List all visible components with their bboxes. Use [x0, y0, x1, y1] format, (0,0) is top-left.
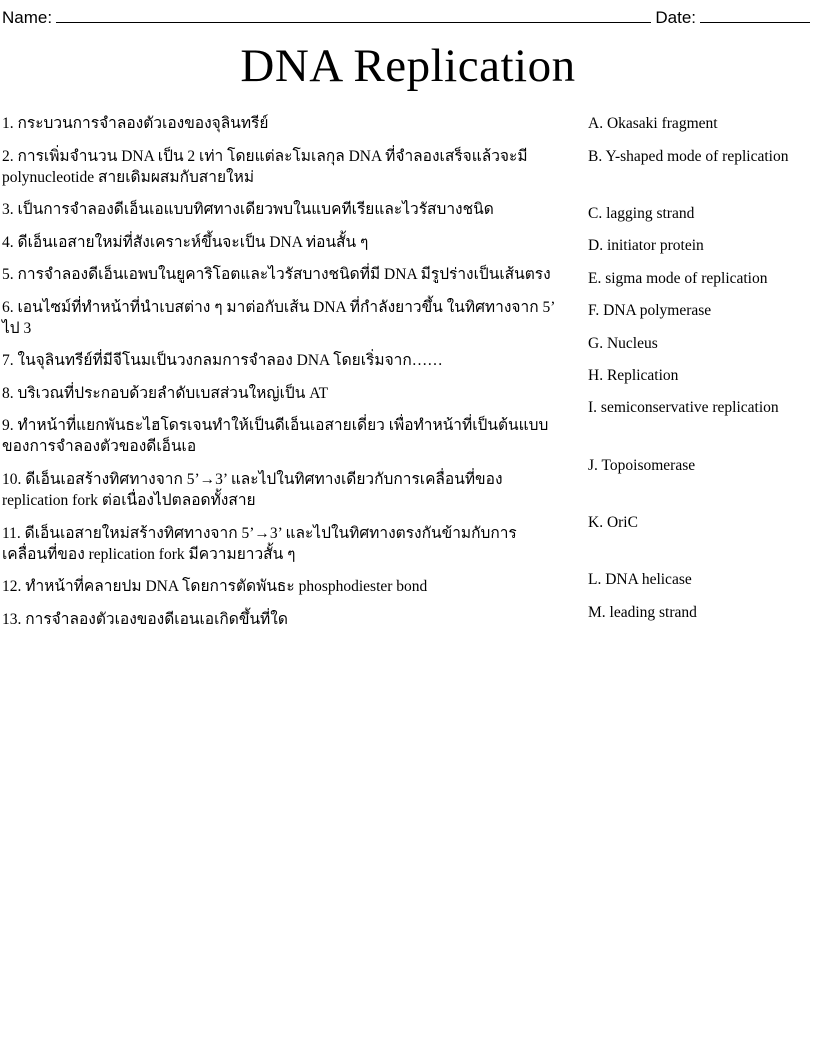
- question-item: 13. การจำลองตัวเองของดีเอนเอเกิดขึ้นที่ใด: [2, 610, 288, 628]
- answer-item: D. initiator protein: [588, 237, 704, 255]
- question-item: 8. บริเวณที่ประกอบด้วยลำดับเบสส่วนใหญ่เป็น AT: [2, 384, 329, 402]
- name-date-row: [0, 4, 816, 28]
- name-label: Name:: [2, 8, 53, 27]
- answer-item: E. sigma mode of replication: [588, 269, 768, 287]
- question-item: 6. เอนไซม์ที่ทำหน้าที่นำเบสต่าง ๆ มาต่อกับเส้น DNA ที่กำลังยาวขึ้น ในทิศทางจาก 5’ ไป 3: [2, 298, 555, 337]
- question-item: 7. ในจุลินทรีย์ที่มีจีโนมเป็นวงกลมการจำลอง DNA โดยเริ่มจาก……: [2, 352, 443, 370]
- question-item: 1. กระบวนการจำลองตัวเองของจุลินทรีย์: [2, 115, 269, 133]
- answer-item: A. Okasaki fragment: [588, 115, 718, 133]
- question-item: 9. ทำหน้าที่แยกพันธะไฮโดรเจนทำให้เป็นดีเอ็นเอสายเดี่ยว เพื่อทำหน้าที่เป็นต้นแบบของการจำลองตัวของดีเอ็นเอ: [2, 417, 549, 456]
- question-item: 4. ดีเอ็นเอสายใหม่ที่สังเคราะห์ขึ้นจะเป็น DNA ท่อนสั้น ๆ: [2, 233, 369, 251]
- answer-item: L. DNA helicase: [588, 571, 692, 589]
- answer-item: K. OriC: [588, 514, 638, 532]
- question-item: 10. ดีเอ็นเอสร้างทิศทางจาก 5’→3’ และไปในทิศทางเดียวกับการเคลื่อนที่ของ replication fork ต่อเนื่องไปตลอดทั้งสาย: [2, 470, 503, 510]
- question-item: 11. ดีเอ็นเอสายใหม่สร้างทิศทางจาก 5’→3’ และไปในทิศทางตรงกันข้ามกับการเคลื่อนที่ของ replication fork มีความยาวสั้น ๆ: [2, 524, 517, 563]
- matching-exercise: [0, 113, 816, 641]
- date-label: Date:: [655, 8, 696, 27]
- answer-item: F. DNA polymerase: [588, 302, 712, 320]
- answer-item: I. semiconservative replication: [588, 399, 779, 417]
- answer-item: G. Nucleus: [588, 334, 658, 352]
- questions-column: [2, 113, 572, 641]
- answer-item: C. lagging strand: [588, 205, 695, 223]
- question-item: 12. ทำหน้าที่คลายปม DNA โดยการตัดพันธะ phosphodiester bond: [2, 578, 428, 596]
- date-write-line[interactable]: [700, 22, 810, 23]
- answer-item: J. Topoisomerase: [588, 456, 696, 474]
- answers-column: [572, 113, 814, 634]
- question-item: 3. เป็นการจำลองดีเอ็นเอแบบทิศทางเดียวพบในแบคทีเรียและไวรัสบางชนิด: [2, 201, 494, 219]
- name-write-line[interactable]: [56, 22, 651, 23]
- answer-item: B. Y-shaped mode of replication: [588, 147, 789, 165]
- question-item: 2. การเพิ่มจำนวน DNA เป็น 2 เท่า โดยแต่ละโมเลกุล DNA ที่จำลองเสร็จแล้วจะมี polynucleotide สายเดิมผสมกับสายใหม่: [2, 147, 528, 187]
- question-item: 5. การจำลองดีเอ็นเอพบในยูคาริโอตและไวรัสบางชนิดที่มี DNA มีรูปร่างเป็นเส้นตรง: [2, 266, 551, 284]
- answer-item: H. Replication: [588, 366, 679, 384]
- answer-item: M. leading strand: [588, 603, 697, 621]
- page-title: DNA Replication: [240, 40, 576, 92]
